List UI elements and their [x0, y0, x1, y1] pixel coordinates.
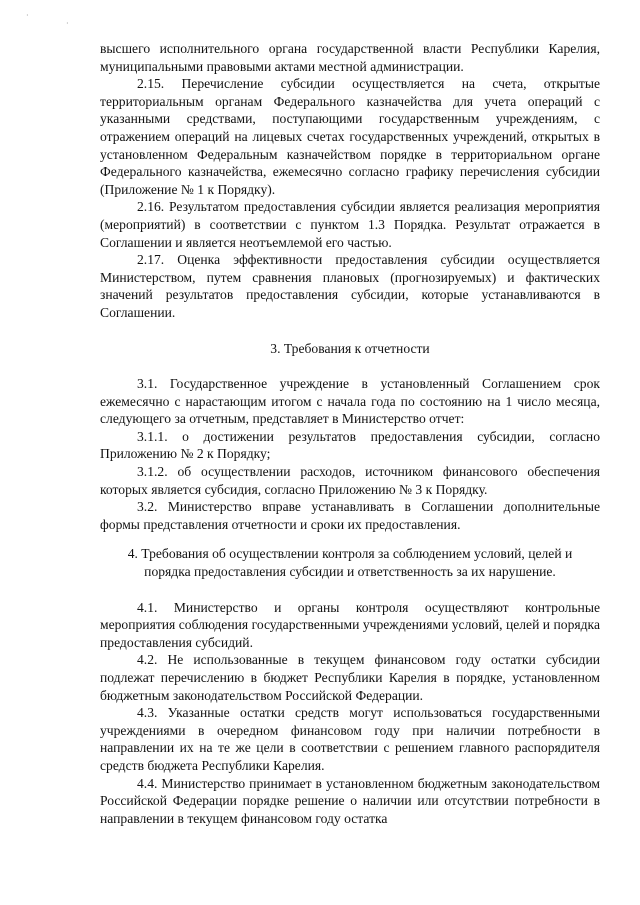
scan-mark-left: · [26, 11, 29, 20]
scan-mark-right: · [66, 19, 69, 28]
paragraph-4-1: 4.1. Министерство и органы контроля осуществляют контрольные мероприятия соблюдения государственными учреждениями условий, целей и порядка предоставления субсидий. [100, 599, 600, 650]
paragraph-2-16: 2.16. Результатом предоставления субсидии является реализация мероприятия (мероприятий) в соответствии с пунктом 1.3 Порядка. Результат отражается в Соглашении и является неотъемлемой его частью. [100, 199, 600, 250]
paragraph-2-14-continuation: высшего исполнительного органа государственной власти Республики Карелия, муниципальными правовыми актами местной администрации. [100, 41, 600, 74]
section-3-heading: 3. Требования к отчетности [270, 340, 430, 356]
paragraph-2-15: 2.15. Перечисление субсидии осуществляется на счета, открытые территориальным органам Федерального казначейства для учета операций с указанными средствами, поступающими государственным учреждениям, с отражением операций на лицевых счетах государственных учреждений, открытых в установленном Федеральным казначейством порядке в территориальном органе Федерального казначейства, ежемесячно согласно графику перечисления субсидии (Приложение № 1 к Порядку). [100, 76, 600, 197]
paragraph-3-1-2: 3.1.2. об осуществлении расходов, источником финансового обеспечения которых является субсидия, согласно Приложению № 3 к Порядку. [100, 464, 600, 497]
paragraph-2-17: 2.17. Оценка эффективности предоставления субсидии осуществляется Министерством, путем сравнения плановых (прогнозируемых) и фактических значений результатов предоставления субсидии, которые устанавливаются в Соглашении. [100, 252, 600, 320]
paragraph-4-2: 4.2. Не использованные в текущем финансовом году остатки субсидии подлежат перечислению в бюджет Республики Карелия в порядке, установленном бюджетным законодательством Российской Федерации. [100, 652, 600, 703]
spacer [100, 533, 600, 545]
document-body [100, 40, 600, 827]
section-4-heading-line-1: 4. Требования об осуществлении контроля за соблюдением условий, целей и [127, 546, 573, 562]
section-4-heading [100, 545, 600, 580]
paragraph-3-1-1: 3.1.1. о достижении результатов предоставления субсидии, согласно Приложению № 2 к Порядку; [100, 428, 600, 462]
section-4-heading-line-2: порядка предоставления субсидии и ответственность за их нарушение. [144, 564, 556, 580]
paragraph-4-4: 4.4. Министерство принимает в установленном бюджетным законодательством Российской Федерации порядке решение о наличии или отсутствии потребности в направлении в текущем финансовом году остатка [100, 775, 600, 826]
paragraph-4-3: 4.3. Указанные остатки средств могут использоваться государственными учреждениями в очередном финансовом году при наличии потребности в направлении их на те же цели в соответствии с решением главного распорядителя средств бюджета Республики Карелия. [100, 705, 600, 773]
spacer [100, 581, 600, 599]
spacer [100, 357, 600, 375]
spacer [100, 322, 600, 340]
paragraph-3-2: 3.2. Министерство вправе устанавливать в Соглашении дополнительные формы представления отчетности и сроки их предоставления. [100, 499, 600, 532]
paragraph-3-1: 3.1. Государственное учреждение в установленный Соглашением срок ежемесячно с нарастающим итогом с начала года по состоянию на 1 число месяца, следующего за отчетным, представляет в Министерство отчет: [100, 376, 600, 427]
